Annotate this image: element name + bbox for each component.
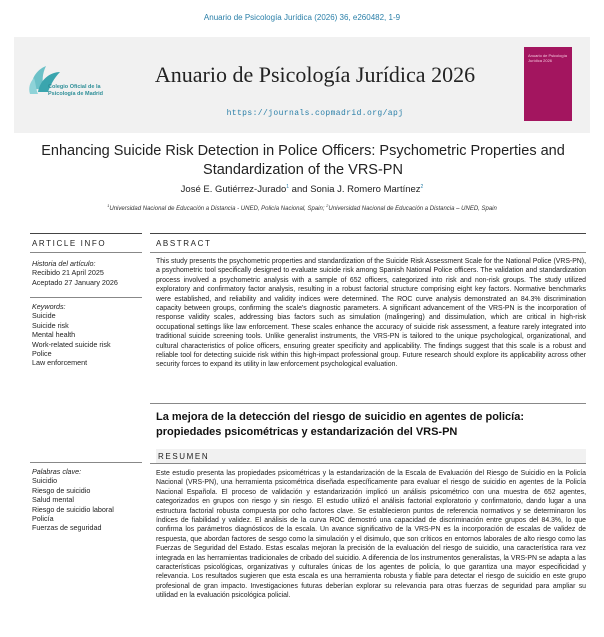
received-date: Recibido 21 April 2025: [32, 268, 104, 278]
keyword: Work-related suicide risk: [32, 339, 111, 349]
paper-title: Enhancing Suicide Risk Detection in Police Officers: Psychometric Properties and Standardization of the VRS-PN: [41, 143, 565, 178]
resumen-text: Este estudio presenta las propiedades psicométricas y la estandarización de la Escala de Evaluación del Riesgo de Suicidio en la Policía Nacional (VRS-PN), una herramienta psicométrica diseñada específicamente para evaluar el riesgo de suicidio en agentes de la Policía Nacional Española. El proceso de validación y estandarización implicó un análisis psicométrico con una muestra de 652 agentes, categorizados en grupos con riesgo y sin riesgo. El estudio utilizó el análisis factorial exploratorio y confirmatorio, dando lugar a una estructura factorial robusta compuesta por ocho factores clave. Se establecieron puntos de referencia normativos y se determinaron los índices de fiabilidad y validez. El análisis de la curva ROC demostró una capacidad de discriminación entre grupos del 84.3%, lo que confirma los parámetros diagnósticos de la escala. Un avance significativo de la VRS-PN es la incorporación de escalas de validez de respuesta, que abordan factores de sesgo como la simulación y el disimulo, que son críticos en entornos laborales de alto riesgo como las Fuerzas de Seguridad del Estado. Estas escalas mejoran la precisión de la evaluación del riesgo de suicidio, una característica rara vez integrada en las herramientas tradicionales de cribado del suicidio. A diferencia de los instrumentos generalistas, la VRS-PN se adapta a las características psicológicas, organizativas y culturales únicas de los agentes de policía, lo que garantiza una mayor especificidad y relevancia. Los resultados sugieren que esta escala es una herramienta robusta y fiable para detectar el riesgo de suicidio en este grupo profesional de gran impacto. Investigaciones futuras deberían explorar su relevancia para otras fuerzas de seguridad para ampliar su utilidad en la evaluación psicológica policial.: [156, 470, 586, 600]
history-label: Historia del artículo:: [32, 259, 96, 268]
author-1[interactable]: José E. Gutiérrez-Jurado: [180, 184, 287, 196]
keyword: Suicide: [32, 311, 56, 321]
abstract-rule-top: [150, 233, 586, 234]
spanish-title: La mejora de la detección del riesgo de suicidio en agentes de policía: propiedades psicométricas y estandarización del VRS-PN: [156, 411, 524, 438]
abstract-rule: [150, 252, 586, 253]
palabra-clave: Salud mental: [32, 495, 74, 505]
resumen-rule: [150, 463, 586, 464]
resumen-header-panel: [156, 449, 586, 463]
author-1-sup: 1: [286, 184, 290, 190]
palabra-clave: Fuerzas de seguridad: [32, 523, 102, 533]
keywords-block: [32, 302, 146, 368]
author-2[interactable]: Sonia J. Romero Martínez: [310, 184, 421, 196]
keywords-rule: [30, 297, 142, 298]
authors: [0, 184, 604, 195]
affil-2-sup: 2: [326, 203, 329, 208]
accepted-date: Aceptado 27 January 2026: [32, 277, 118, 287]
keywords-label: Keywords:: [32, 302, 66, 311]
cover-text: Anuario de Psicología Jurídica 2026: [528, 53, 567, 63]
keyword: Law enforcement: [32, 358, 88, 368]
journal-reference: Anuario de Psicología Jurídica (2026) 36, e260482, 1-9: [203, 13, 401, 22]
journal-cover: [524, 47, 572, 121]
palabra-clave: Policía: [32, 514, 54, 524]
abstract-text: This study presents the psychometric properties and standardization of the Suicide Risk Assessment Scale for the National Police (VRS-PN), a psychometric tool specifically designed to evaluate suicide risk among Spanish National Police officers. The validation and standardization process involved a psychometric analysis with a sample of 652 officers, categorized into risk and non-risk groups. The study utilized exploratory and confirmatory factor analysis, resulting in a robust factorial structure comprising eight key factors. Normative benchmarks were established, and reliability and validity indices were determined. The ROC curve analysis demonstrated an 84.3% discrimination capacity between groups, confirming the scale's diagnostic parameters. A significant advancement of the VRS-PN is the incorporation of response validity scales, addressing bias factors such as simulation (malingering) and dissimulation, which are critical in high-risk occupational settings like law enforcement. These scales enhance the accuracy of suicide risk assessment, a feature rarely integrated into traditional suicide screening tools. Unlike generalist instruments, the VRS-PN is tailored to the unique psychological, organizational, and cultural characteristics of police officers, ensuring greater specificity and applicability. The findings suggest that this scale is a robust and reliable tool for detecting suicide risk within this high-impact professional group. Future research should explore its applicability across other security forces to expand its utility in law enforcement psychological evaluation.: [156, 258, 586, 369]
palabra-clave: Riesgo de suicidio laboral: [32, 504, 114, 514]
palabras-block: [32, 467, 146, 533]
affil-1-sup: 1: [107, 203, 110, 208]
article-info-rule: [30, 252, 142, 253]
affil-1: Universidad Nacional de Educación a Distancia - UNED, Policía Nacional, Spain;: [109, 206, 327, 212]
affil-2: Universidad Nacional de Educación a Distancia – UNED, Spain: [328, 206, 497, 212]
resumen-heading: RESUMEN: [158, 452, 210, 461]
journal-title: Anuario de Psicología Jurídica 2026: [154, 62, 476, 87]
palabras-label: Palabras clave:: [32, 467, 82, 476]
affiliations: [0, 203, 604, 212]
abstract-end-rule: [150, 403, 586, 404]
palabra-clave: Riesgo de suicidio: [32, 485, 91, 495]
article-info-rule-top: [30, 233, 142, 234]
keyword: Police: [32, 349, 52, 359]
article-history: [32, 259, 146, 287]
keyword: Suicide risk: [32, 320, 69, 330]
author-separator: and: [289, 184, 311, 196]
logo-text: Colegio Oficial de la Psicología de Madrid: [48, 84, 104, 97]
keyword: Mental health: [32, 330, 76, 340]
palabra-clave: Suicidio: [32, 476, 58, 486]
journal-url[interactable]: https://journals.copmadrid.org/apj: [226, 109, 404, 118]
author-2-sup: 2: [420, 184, 424, 190]
palabras-rule: [30, 462, 142, 463]
abstract-heading: ABSTRACT: [156, 239, 212, 248]
article-info-heading: ARTICLE INFO: [32, 239, 107, 248]
